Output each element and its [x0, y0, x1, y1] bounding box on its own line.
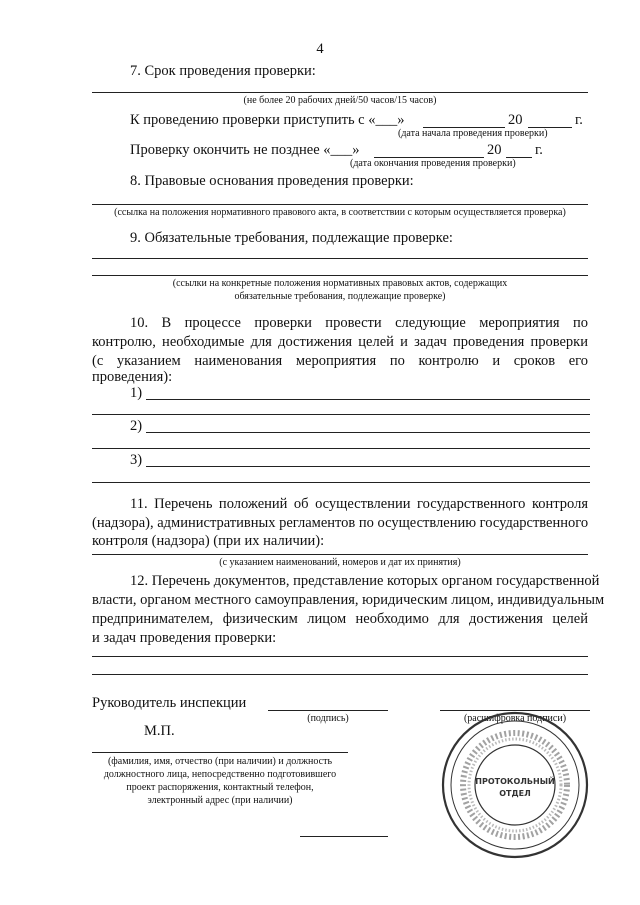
signature-hint: (подпись): [307, 713, 349, 724]
s7-end-g: г.: [535, 142, 543, 158]
s11-line: [92, 554, 588, 555]
s7-end-label: Проверку окончить не позднее «___»: [130, 142, 360, 158]
s10-item-3-line: [146, 466, 590, 467]
s9-hint-1: (ссылки на конкретные положения нормативных правовых актов, содержащих: [172, 278, 508, 289]
bottom-short-line: [300, 836, 388, 837]
s11-line-3: контроля (надзора) (при их наличии):: [92, 533, 325, 549]
person-hint-2: должностного лица, непосредственно подготовившего: [103, 769, 337, 780]
s12-line-3: предпринимателем, физическим лицом необходимо для достижения целей: [92, 611, 588, 627]
s10-item-3-line-2: [92, 482, 590, 483]
s12-line-4: и задач проведения проверки:: [92, 630, 277, 646]
s7-hint: (не более 20 рабочих дней/50 часов/15 часов): [243, 95, 437, 106]
s11-line-2: (надзора), административных регламентов по осуществлению государственного: [92, 515, 589, 531]
s10-item-1-label: 1): [130, 385, 143, 401]
s9-line-2: [92, 275, 588, 276]
s9-line-1: [92, 258, 588, 259]
s10-line-4: проведения):: [92, 369, 173, 385]
person-line: [92, 752, 348, 753]
s10-line-2: контролю, необходимые для достижения целей и задач проведения проверки: [92, 334, 588, 350]
s12-line-a: [92, 656, 588, 657]
s9-hint-2: обязательные требования, подлежащие проверке): [234, 291, 446, 302]
s12-line-1: 12. Перечень документов, представление которых органом государственной: [130, 573, 600, 589]
s11-hint: (с указанием наименований, номеров и дат их принятия): [219, 557, 461, 568]
s10-line-1: 10. В процессе проверки провести следующие мероприятия по: [130, 315, 588, 331]
s8-line: [92, 204, 588, 205]
s10-item-1-line-2: [92, 414, 590, 415]
s10-line-3: (с указанием наименования мероприятия по контролю и сроков его: [92, 353, 588, 369]
s10-item-2-line: [146, 432, 590, 433]
round-stamp: [440, 710, 590, 860]
s10-item-2-label: 2): [130, 418, 143, 434]
s7-heading: 7. Срок проведения проверки:: [130, 63, 316, 79]
s7-start-g: г.: [575, 112, 583, 128]
s7-duration-line: [92, 92, 588, 93]
s12-line-2: власти, органом местного самоуправления, юридическим лицом, индивидуальным: [92, 592, 605, 608]
s10-item-2-line-2: [92, 448, 590, 449]
s8-heading: 8. Правовые основания проведения проверки:: [130, 173, 414, 189]
s10-item-3-label: 3): [130, 452, 143, 468]
signature-decode-hint: (расшифровка подписи): [463, 713, 567, 724]
s7-end-year: 20: [487, 142, 502, 158]
stamp-center-1: ПРОТОКОЛЬНЫЙ: [475, 777, 555, 786]
s12-line-b: [92, 674, 588, 675]
seal-place-label: М.П.: [144, 723, 175, 739]
s7-start-year: 20: [508, 112, 523, 128]
s9-heading: 9. Обязательные требования, подлежащие проверке:: [130, 230, 453, 246]
s11-line-1: 11. Перечень положений об осуществлении государственного контроля: [130, 496, 588, 512]
s10-item-1-line: [146, 399, 590, 400]
s7-start-hint: (дата начала проведения проверки): [398, 128, 548, 139]
s8-hint: (ссылка на положения нормативного правового акта, в соответствии с которым осуществляется проверка): [114, 207, 566, 218]
s7-end-hint: (дата окончания проведения проверки): [350, 158, 516, 169]
head-of-inspection-label: Руководитель инспекции: [92, 695, 247, 711]
signature-line: [268, 710, 388, 711]
person-hint-4: электронный адрес (при наличии): [147, 795, 293, 806]
stamp-center-2: ОТДЕЛ: [499, 789, 531, 798]
s7-start-label: К проведению проверки приступить с «___»: [130, 112, 405, 128]
person-hint-1: (фамилия, имя, отчество (при наличии) и должность: [107, 756, 333, 767]
page-number: 4: [316, 41, 324, 57]
person-hint-3: проект распоряжения, контактный телефон,: [126, 782, 314, 793]
